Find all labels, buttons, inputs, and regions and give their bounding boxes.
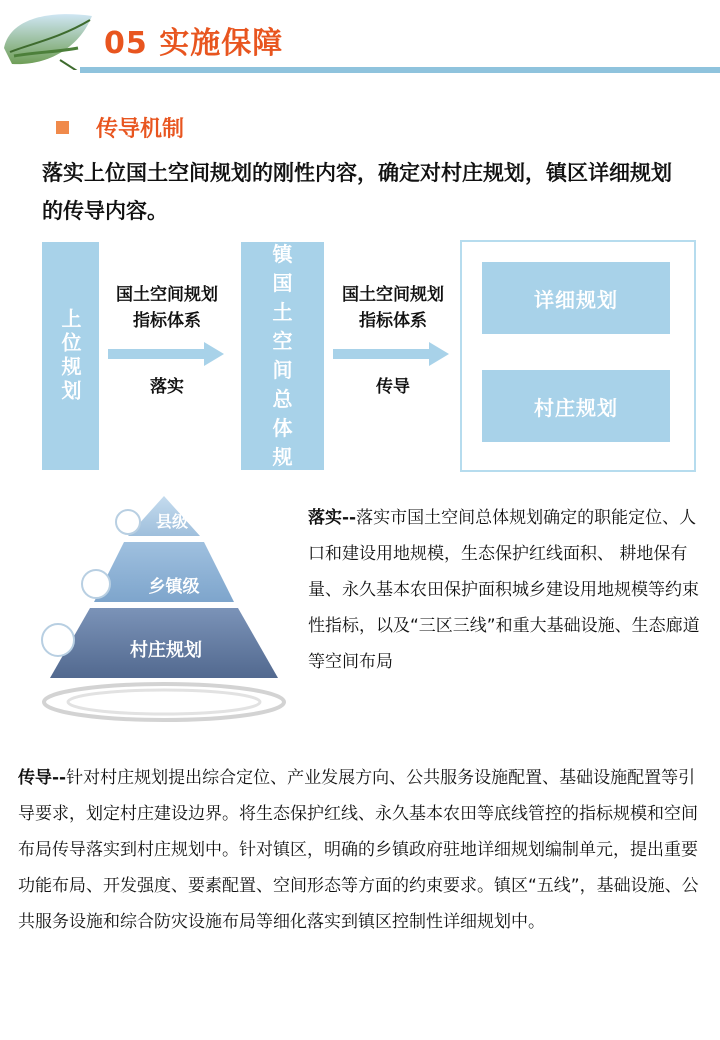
section-bullet-icon xyxy=(56,121,69,134)
pyramid-level-village: 村庄规划 xyxy=(130,640,202,661)
upper-plan-box xyxy=(42,242,99,470)
luoshi-text: 落实市国土空间总体规划确定的职能定位、人口和建设用地规模，生态保护红线面积、 耕地保有量、永久基本农田保护面积城乡建设用地规模等约束性指标，以及“三区三线”和重大基础设施、生态廊道等空间布局 xyxy=(308,508,700,672)
right-arrow-icon xyxy=(333,342,449,366)
chuandao-separator: -- xyxy=(52,768,67,788)
chuandao-keyword: 传导 xyxy=(18,768,52,788)
planning-levels-pyramid xyxy=(34,492,292,724)
landscape-leaf-logo xyxy=(0,8,96,70)
lead-paragraph: 落实上位国土空间规划的刚性内容，确定对村庄规划，镇区详细规划的传导内容。 xyxy=(42,161,672,223)
town-plan-box xyxy=(241,213,324,498)
upper-plan-label: 上位规划 xyxy=(58,308,82,404)
arrow2-top-label: 国土空间规划指标体系 xyxy=(342,285,444,331)
pyramid-level-county: 县级 xyxy=(155,512,189,531)
chuandao-paragraph xyxy=(18,760,704,940)
arrow2-bottom-label: 传导 xyxy=(376,377,410,397)
luoshi-keyword: 落实 xyxy=(308,508,342,528)
arrow1-top-label: 国土空间规划指标体系 xyxy=(116,285,218,331)
page-title: 05 实施保障 xyxy=(104,26,284,61)
detailed-plan-box: 详细规划 xyxy=(482,262,670,334)
luoshi-paragraph xyxy=(308,500,700,680)
pyramid-level-town: 乡镇级 xyxy=(148,577,200,597)
right-arrow-icon xyxy=(108,342,224,366)
target-plans-frame xyxy=(460,240,696,472)
town-plan-label: 乡镇国土空间总体规划 xyxy=(272,213,293,498)
arrow1-bottom-label: 落实 xyxy=(150,377,184,397)
header-divider xyxy=(80,67,720,73)
section-title: 传导机制 xyxy=(96,117,185,142)
village-plan-box: 村庄规划 xyxy=(482,370,670,442)
chuandao-text: 针对村庄规划提出综合定位、产业发展方向、公共服务设施配置、基础设施配置等引导要求，划定村庄建设边界。将生态保护红线、永久基本农田等底线管控的指标规模和空间布局传导落实到村庄规划中。针对镇区，明确的乡镇政府驻地详细规划编制单元，提出重要功能布局、开发强度、要素配置、空间形态等方面的约束要求。镇区“五线”，基础设施、公共服务设施和综合防灾设施布局等细化落实到镇区控制性详细规划中。 xyxy=(18,768,699,932)
luoshi-separator: -- xyxy=(342,508,357,528)
